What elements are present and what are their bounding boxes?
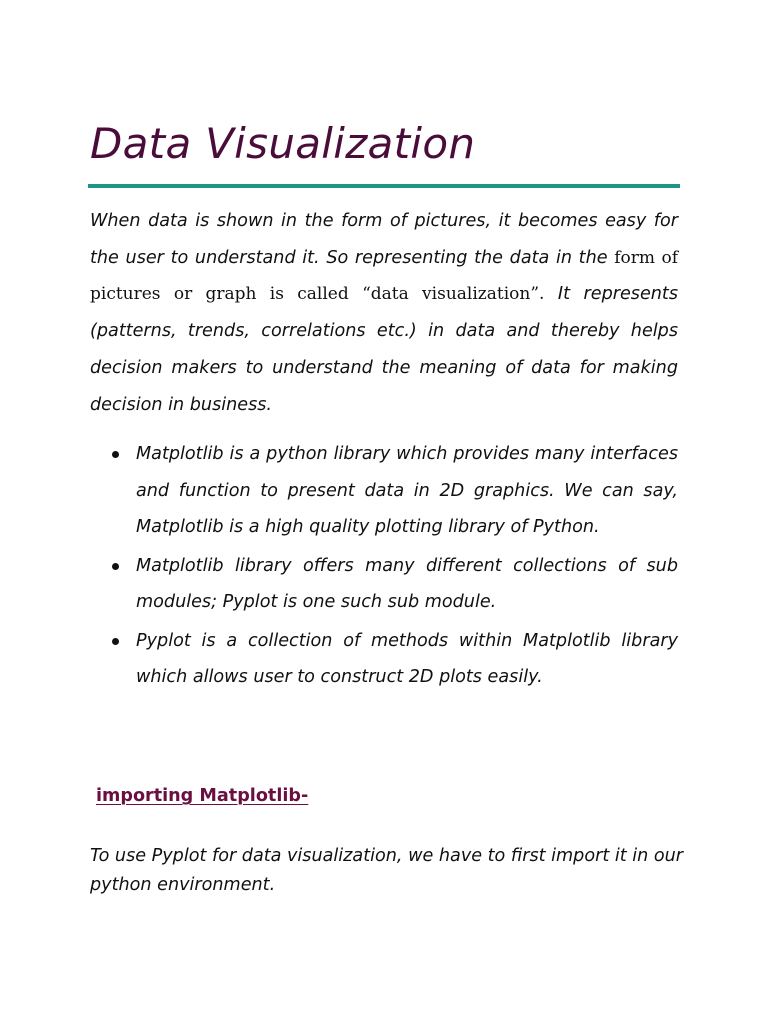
list-item xyxy=(90,623,678,696)
list-item-text: Matplotlib library offers many different collections of sub modules; Pyplot is one such sub module. xyxy=(136,555,678,612)
bullet-icon xyxy=(112,638,119,645)
bullet-list xyxy=(90,436,678,698)
bullet-icon xyxy=(112,563,119,570)
bullet-icon xyxy=(112,451,119,458)
title-divider xyxy=(88,184,680,188)
list-item-text: Pyplot is a collection of methods within Matplotlib library which allows user to construct 2D plots easily. xyxy=(136,630,678,687)
intro-paragraph xyxy=(90,203,678,423)
list-item xyxy=(90,436,678,546)
list-item xyxy=(90,548,678,621)
list-item-text: Matplotlib is a python library which provides many interfaces and function to present data in 2D graphics. We can say, Matplotlib is a high quality plotting library of Python. xyxy=(136,444,678,537)
section-heading: importing Matplotlib- xyxy=(96,786,309,806)
closing-paragraph: To use Pyplot for data visualization, we have to first import it in our python environment. xyxy=(90,846,683,895)
intro-text-italic-1: When data is shown in the form of pictures, it becomes easy for the user to understand it. So representing the data in the xyxy=(90,211,678,268)
intro-text-italic-2: It represents (patterns, trends, correlations etc.) in data and thereby helps decision makers to understand the meaning of data for making decision in business. xyxy=(90,284,678,415)
intro-text-upright: form of pictures or graph is called “data visualization”. xyxy=(90,247,678,305)
page-title: Data Visualization xyxy=(90,119,476,168)
